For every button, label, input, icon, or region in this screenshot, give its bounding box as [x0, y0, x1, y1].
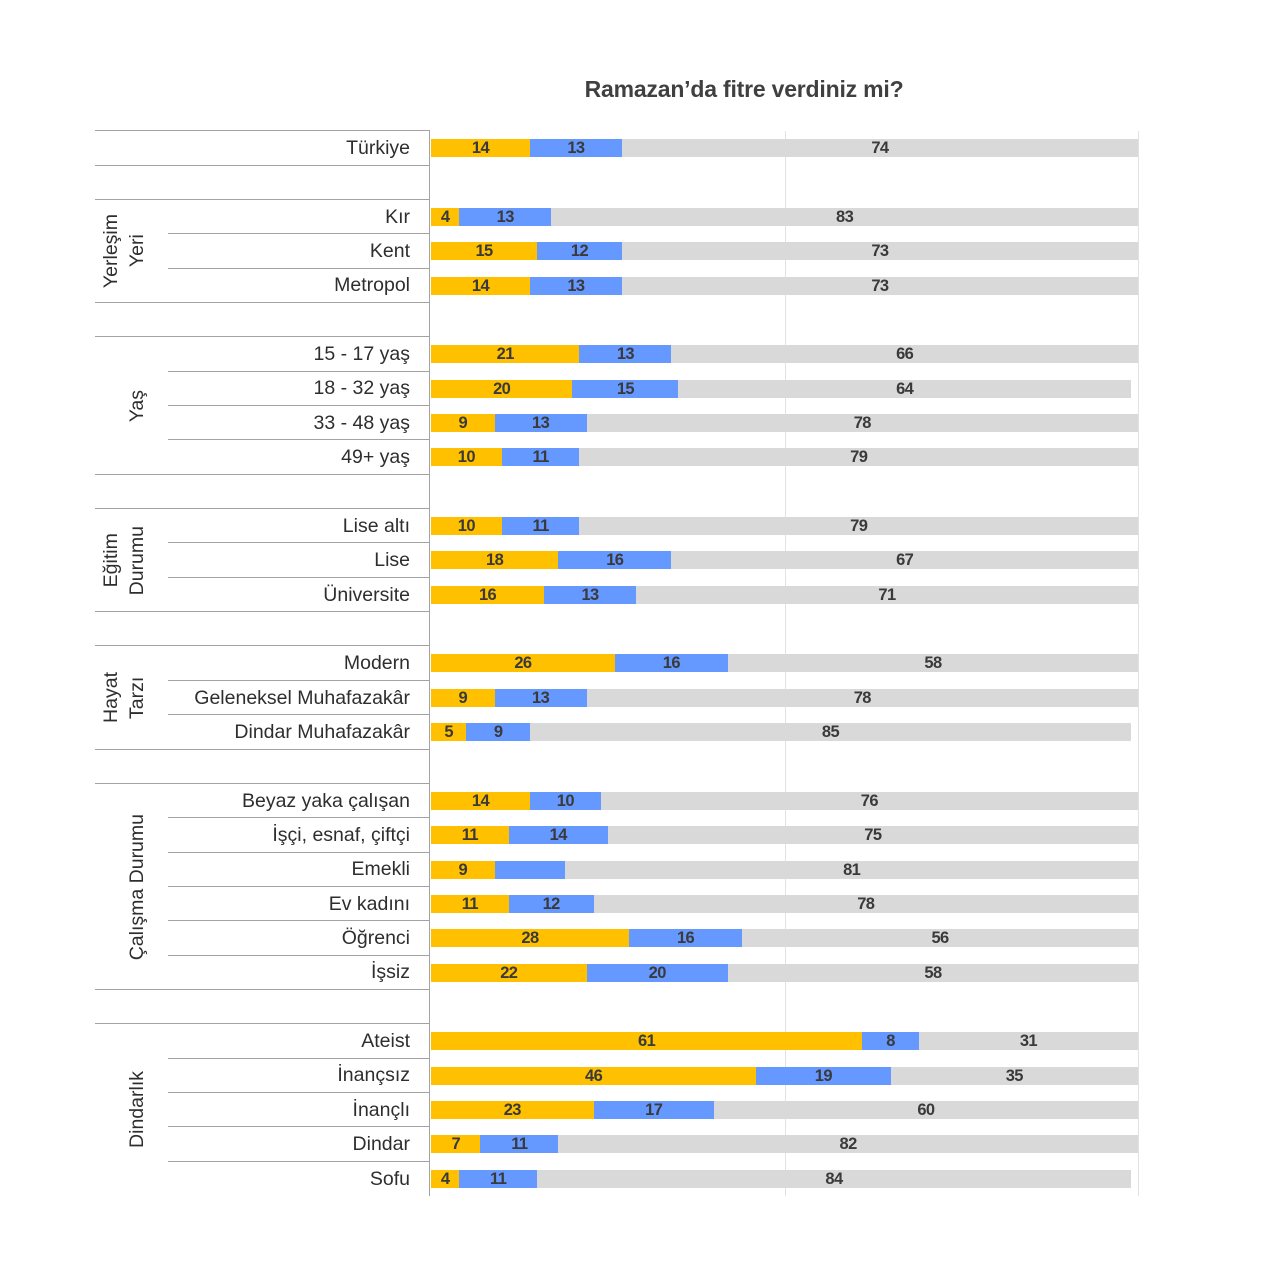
bar-value-label: 10 — [457, 448, 475, 467]
group-label-line: Yerleşim — [100, 214, 122, 289]
category-label: 49+ yaş — [341, 446, 410, 469]
bar-value-label: 35 — [1005, 1066, 1023, 1085]
bar-value-label: 11 — [461, 894, 478, 913]
bar-value-label: 9 — [493, 723, 503, 742]
category-label: Üniversite — [323, 583, 410, 606]
bar-value-label: 19 — [814, 1066, 832, 1085]
bar-value-label: 67 — [896, 551, 914, 570]
category-label: Ateist — [361, 1030, 410, 1053]
bar-value-label: 73 — [871, 242, 889, 261]
bar-value-label: 81 — [843, 860, 861, 879]
bar-value-label: 14 — [549, 826, 567, 845]
bar-value-label: 26 — [514, 654, 532, 673]
group-label-text — [124, 814, 150, 960]
group-label-text — [124, 390, 150, 422]
group-label-line: Eğitim — [100, 533, 122, 588]
group-label-line: Tarzı — [126, 676, 148, 719]
bar-value-label: 13 — [532, 413, 550, 432]
bar-value-label: 14 — [471, 276, 490, 295]
bar-value-label: 16 — [478, 585, 497, 604]
bar-value-label: 73 — [871, 276, 889, 295]
bar-value-label: 16 — [662, 654, 680, 673]
bar-value-label: 17 — [645, 1100, 663, 1119]
category-label: İşçi, esnaf, çiftçi — [272, 824, 410, 846]
bar-value-label: 11 — [532, 517, 549, 536]
bar-value-label: 16 — [676, 929, 695, 948]
bar-value-label: 11 — [511, 1135, 528, 1154]
bar-value-label: 13 — [567, 139, 585, 158]
bar-value-label: 15 — [475, 242, 493, 261]
bar-value-label: 9 — [458, 413, 468, 432]
bar-value-label: 75 — [864, 826, 882, 845]
bar-value-label: 61 — [638, 1032, 656, 1051]
bar-value-label: 8 — [886, 1032, 895, 1051]
group-label-line: Yaş — [126, 389, 148, 422]
group-label-line: Dindarlık — [126, 1071, 148, 1149]
group-label — [95, 784, 150, 990]
bar-value-label: 46 — [585, 1066, 603, 1085]
bar-value-label: 11 — [532, 448, 549, 467]
category-label: Dindar Muhafazakâr — [234, 720, 410, 743]
bar-value-label: 79 — [850, 448, 868, 467]
bar-value-label: 21 — [496, 345, 514, 364]
category-label: İşsiz — [371, 961, 410, 984]
category-label: İnançlı — [352, 1098, 410, 1121]
category-label: Geleneksel Muhafazakâr — [194, 686, 410, 709]
bar-segment-series-2 — [495, 861, 566, 879]
bar-value-label: 18 — [486, 551, 504, 570]
bar-value-label: 60 — [917, 1100, 935, 1119]
category-label: Türkiye — [346, 137, 410, 159]
bar-value-label: 4 — [440, 207, 450, 226]
bar-value-label: 58 — [924, 654, 942, 673]
bar-value-label: 10 — [457, 517, 475, 536]
group-label-text — [124, 1071, 150, 1148]
category-label: İnançsız — [337, 1064, 410, 1087]
bar-value-label: 9 — [458, 688, 468, 707]
bar-value-label: 12 — [542, 894, 560, 913]
category-label: Emekli — [351, 858, 410, 881]
bar-value-label: 14 — [471, 791, 490, 810]
group-label-text — [98, 214, 150, 288]
bar-value-label: 31 — [1019, 1032, 1037, 1051]
group-label — [95, 337, 150, 474]
bar-value-label: 76 — [860, 791, 878, 810]
group-label — [95, 509, 150, 612]
bar-value-label: 13 — [567, 276, 585, 295]
bar-value-label: 16 — [606, 551, 624, 570]
bar-value-label: 13 — [616, 345, 634, 364]
bar-value-label: 10 — [556, 791, 574, 810]
bar-value-label: 11 — [490, 1169, 507, 1188]
bar-value-label: 20 — [648, 963, 666, 982]
bar-value-label: 14 — [471, 139, 490, 158]
chart-title: Ramazan’da fitre verdiniz mi? — [584, 76, 904, 102]
category-label: Lise altı — [342, 514, 410, 537]
group-label — [95, 1024, 150, 1196]
group-label-text — [98, 672, 150, 723]
bar-value-label: 66 — [896, 345, 914, 364]
gridline-x — [1138, 131, 1139, 1196]
bar-value-label: 85 — [821, 723, 840, 742]
group-label-line: Yeri — [126, 234, 148, 268]
bar-value-label: 79 — [850, 517, 868, 536]
bar-value-label: 71 — [878, 585, 896, 604]
bar-value-label: 7 — [451, 1135, 461, 1154]
bar-value-label: 9 — [458, 860, 468, 879]
bar-value-label: 15 — [616, 379, 634, 398]
bar-value-label: 58 — [924, 963, 942, 982]
bar-value-label: 5 — [444, 723, 453, 742]
bar-value-label: 12 — [570, 242, 589, 261]
bar-value-label: 64 — [896, 379, 914, 398]
bar-value-label: 74 — [871, 139, 889, 158]
category-label: 18 - 32 yaş — [313, 377, 410, 400]
category-label: 33 - 48 yaş — [313, 411, 410, 434]
category-label: Sofu — [369, 1167, 410, 1190]
group-label — [95, 646, 150, 749]
bar-value-label: 78 — [853, 688, 871, 707]
bar-value-label: 84 — [825, 1169, 843, 1188]
bar-value-label: 78 — [853, 413, 871, 432]
group-separator-line — [95, 165, 430, 166]
category-label: Metropol — [334, 274, 410, 297]
bar-value-label: 20 — [493, 379, 511, 398]
bar-value-label: 83 — [836, 207, 854, 226]
category-axis-line — [429, 131, 430, 1196]
category-label: Modern — [343, 652, 410, 675]
category-label: Ev kadını — [328, 892, 410, 915]
category-label: Dindar — [352, 1133, 410, 1156]
bar-value-label: 11 — [461, 826, 478, 845]
bar-value-label: 56 — [931, 929, 949, 948]
category-label: Öğrenci — [341, 927, 410, 950]
group-label-line: Durumu — [126, 525, 148, 596]
category-label: Kent — [369, 240, 410, 263]
group-label — [95, 200, 150, 303]
category-label: Kır — [385, 205, 410, 228]
bar-value-label: 13 — [581, 585, 599, 604]
bar-value-label: 4 — [440, 1169, 450, 1188]
group-label-text — [98, 526, 150, 595]
bar-value-label: 13 — [496, 207, 514, 226]
category-label: 15 - 17 yaş — [313, 343, 410, 366]
category-label: Lise — [374, 549, 410, 572]
category-label: Beyaz yaka çalışan — [241, 789, 410, 812]
bar-value-label: 22 — [500, 963, 518, 982]
bar-value-label: 23 — [503, 1100, 521, 1119]
group-label-line: Çalışma Durumu — [126, 813, 148, 960]
bar-value-label: 28 — [521, 929, 539, 948]
bar-value-label: 82 — [839, 1135, 857, 1154]
bar-value-label: 13 — [532, 688, 550, 707]
bar-value-label: 78 — [857, 894, 875, 913]
group-label-line: Hayat — [100, 672, 122, 724]
